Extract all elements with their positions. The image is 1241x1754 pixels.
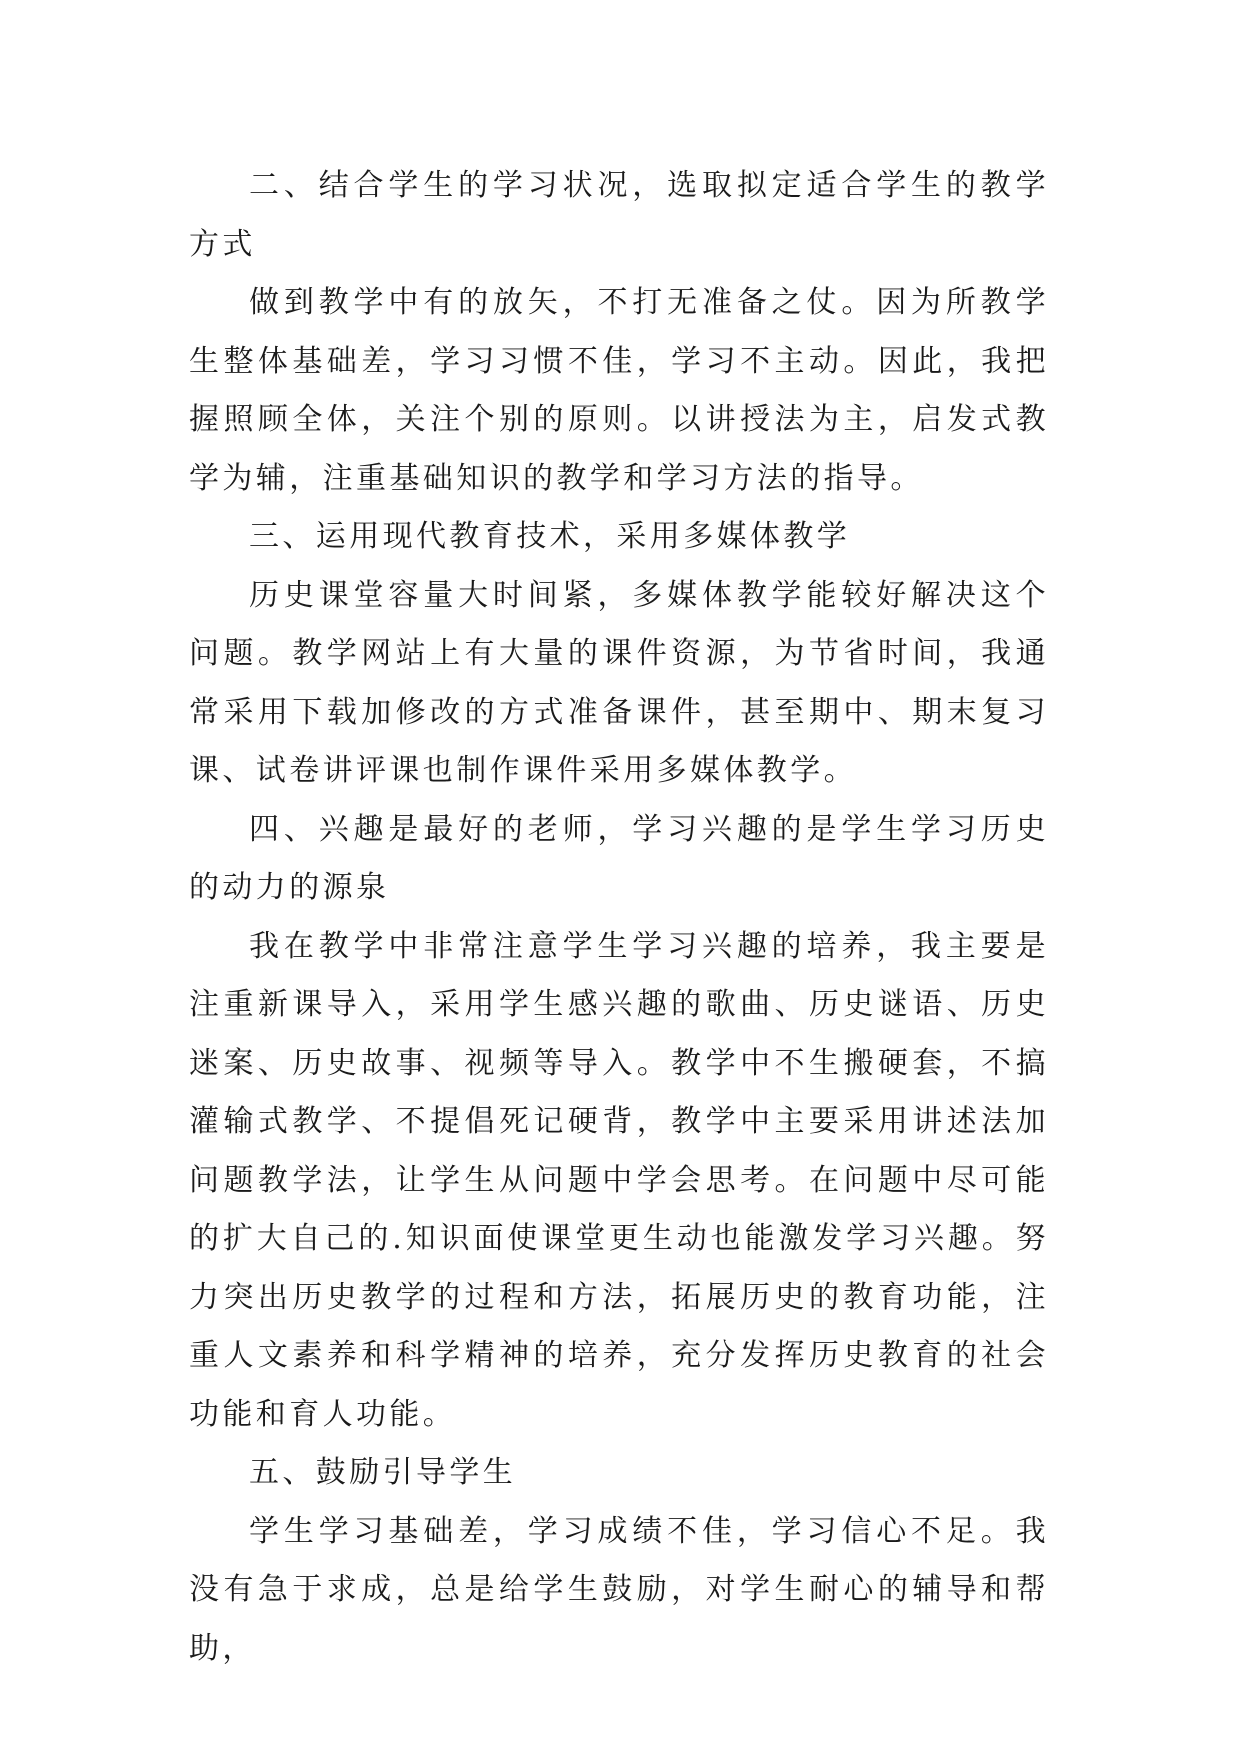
document-body	[189, 157, 1049, 1678]
body-paragraph: 学生学习基础差，学习成绩不佳，学习信心不足。我没有急于求成，总是给学生鼓励，对学生耐心的辅导和帮助，	[189, 1513, 1049, 1666]
section-heading-4: 四、兴趣是最好的老师，学习兴趣的是学生学习历史的动力的源泉	[189, 811, 1049, 905]
section-heading-2: 二、结合学生的学习状况，选取拟定适合学生的教学方式	[189, 168, 1049, 262]
body-paragraph: 历史课堂容量大时间紧，多媒体教学能较好解决这个问题。教学网站上有大量的课件资源，为节省时间，我通常采用下载加修改的方式准备课件，甚至期中、期末复习课、试卷讲评课也制作课件采用多媒体教学。	[189, 577, 1049, 788]
section-heading-3: 三、运用现代教育技术，采用多媒体教学	[249, 519, 851, 554]
body-paragraph: 做到教学中有的放矢，不打无准备之仗。因为所教学生整体基础差，学习习惯不佳，学习不主动。因此，我把握照顾全体，关注个别的原则。以讲授法为主，启发式教学为辅，注重基础知识的教学和学习方法的指导。	[189, 285, 1049, 496]
section-heading-5: 五、鼓励引导学生	[249, 1455, 517, 1490]
body-paragraph: 我在教学中非常注意学生学习兴趣的培养，我主要是注重新课导入，采用学生感兴趣的歌曲、历史谜语、历史迷案、历史故事、视频等导入。教学中不生搬硬套，不搞灌输式教学、不提倡死记硬背，教学中主要采用讲述法加问题教学法，让学生从问题中学会思考。在问题中尽可能的扩大自己的.知识面使课堂更生动也能激发学习兴趣。努力突出历史教学的过程和方法，拓展历史的教育功能，注重人文素养和科学精神的培养，充分发挥历史教育的社会功能和育人功能。	[189, 928, 1049, 1432]
